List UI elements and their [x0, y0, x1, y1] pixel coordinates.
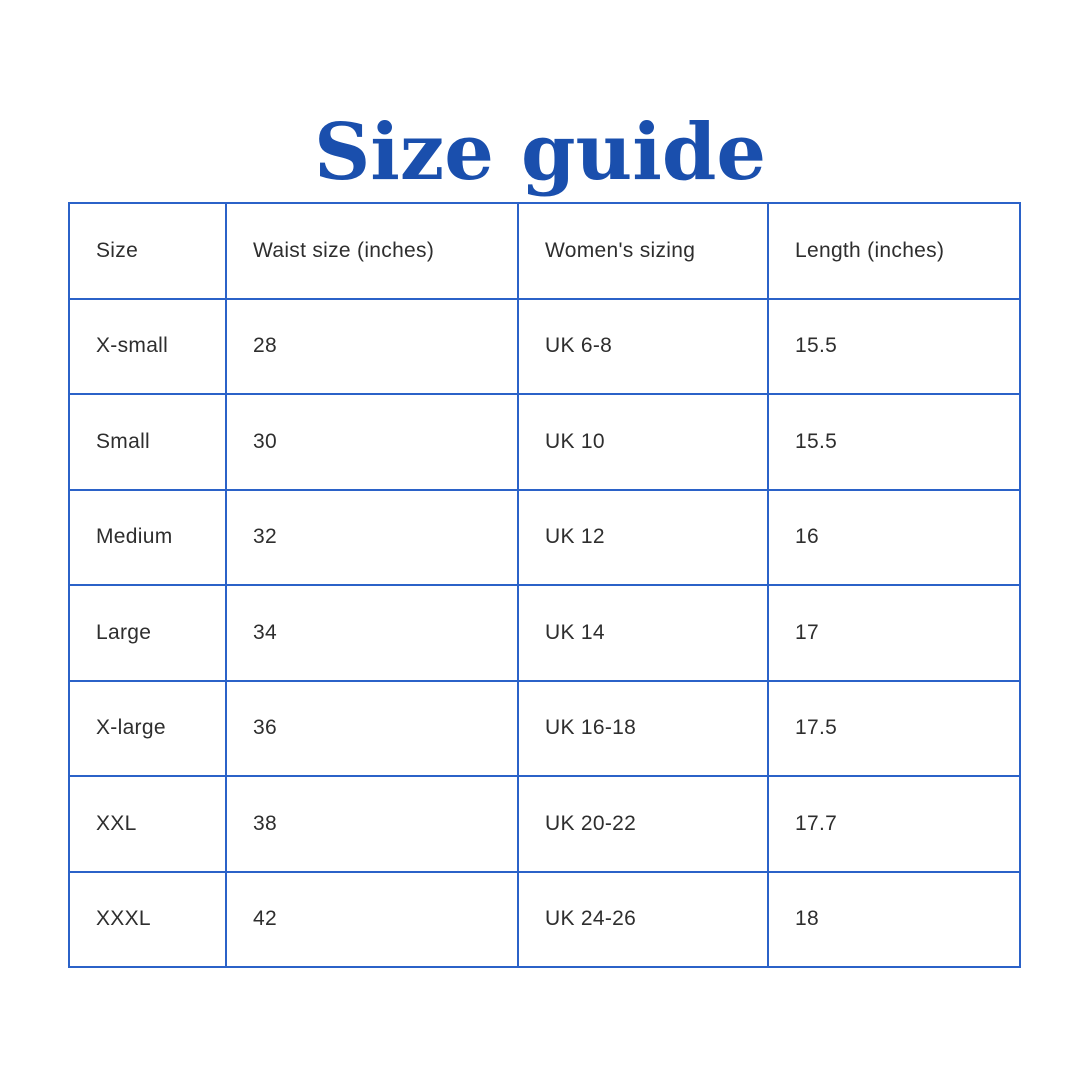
cell-womens: UK 24-26 — [518, 872, 768, 968]
header-cell-womens: Women's sizing — [518, 203, 768, 299]
size-guide-table — [68, 202, 1021, 968]
cell-waist: 42 — [226, 872, 518, 968]
table-row — [69, 490, 1020, 586]
table-row — [69, 394, 1020, 490]
header-cell-waist: Waist size (inches) — [226, 203, 518, 299]
cell-womens: UK 14 — [518, 585, 768, 681]
cell-womens: UK 6-8 — [518, 299, 768, 395]
header-cell-length: Length (inches) — [768, 203, 1020, 299]
cell-length: 17.7 — [768, 776, 1020, 872]
cell-womens: UK 16-18 — [518, 681, 768, 777]
cell-length: 17 — [768, 585, 1020, 681]
cell-size: X-large — [69, 681, 226, 777]
page-title: Size guide — [313, 107, 767, 199]
cell-size: X-small — [69, 299, 226, 395]
cell-womens: UK 10 — [518, 394, 768, 490]
cell-size: Large — [69, 585, 226, 681]
cell-size: XXXL — [69, 872, 226, 968]
cell-length: 16 — [768, 490, 1020, 586]
table-row — [69, 776, 1020, 872]
table-row — [69, 872, 1020, 968]
cell-length: 18 — [768, 872, 1020, 968]
table-row — [69, 585, 1020, 681]
cell-size: Medium — [69, 490, 226, 586]
cell-length: 15.5 — [768, 394, 1020, 490]
cell-womens: UK 20-22 — [518, 776, 768, 872]
header-row — [69, 203, 1020, 299]
cell-waist: 32 — [226, 490, 518, 586]
cell-waist: 28 — [226, 299, 518, 395]
header-cell-size: Size — [69, 203, 226, 299]
cell-waist: 34 — [226, 585, 518, 681]
cell-length: 15.5 — [768, 299, 1020, 395]
cell-waist: 30 — [226, 394, 518, 490]
cell-size: Small — [69, 394, 226, 490]
cell-waist: 36 — [226, 681, 518, 777]
cell-womens: UK 12 — [518, 490, 768, 586]
cell-waist: 38 — [226, 776, 518, 872]
table-row — [69, 681, 1020, 777]
cell-length: 17.5 — [768, 681, 1020, 777]
table-row — [69, 299, 1020, 395]
cell-size: XXL — [69, 776, 226, 872]
